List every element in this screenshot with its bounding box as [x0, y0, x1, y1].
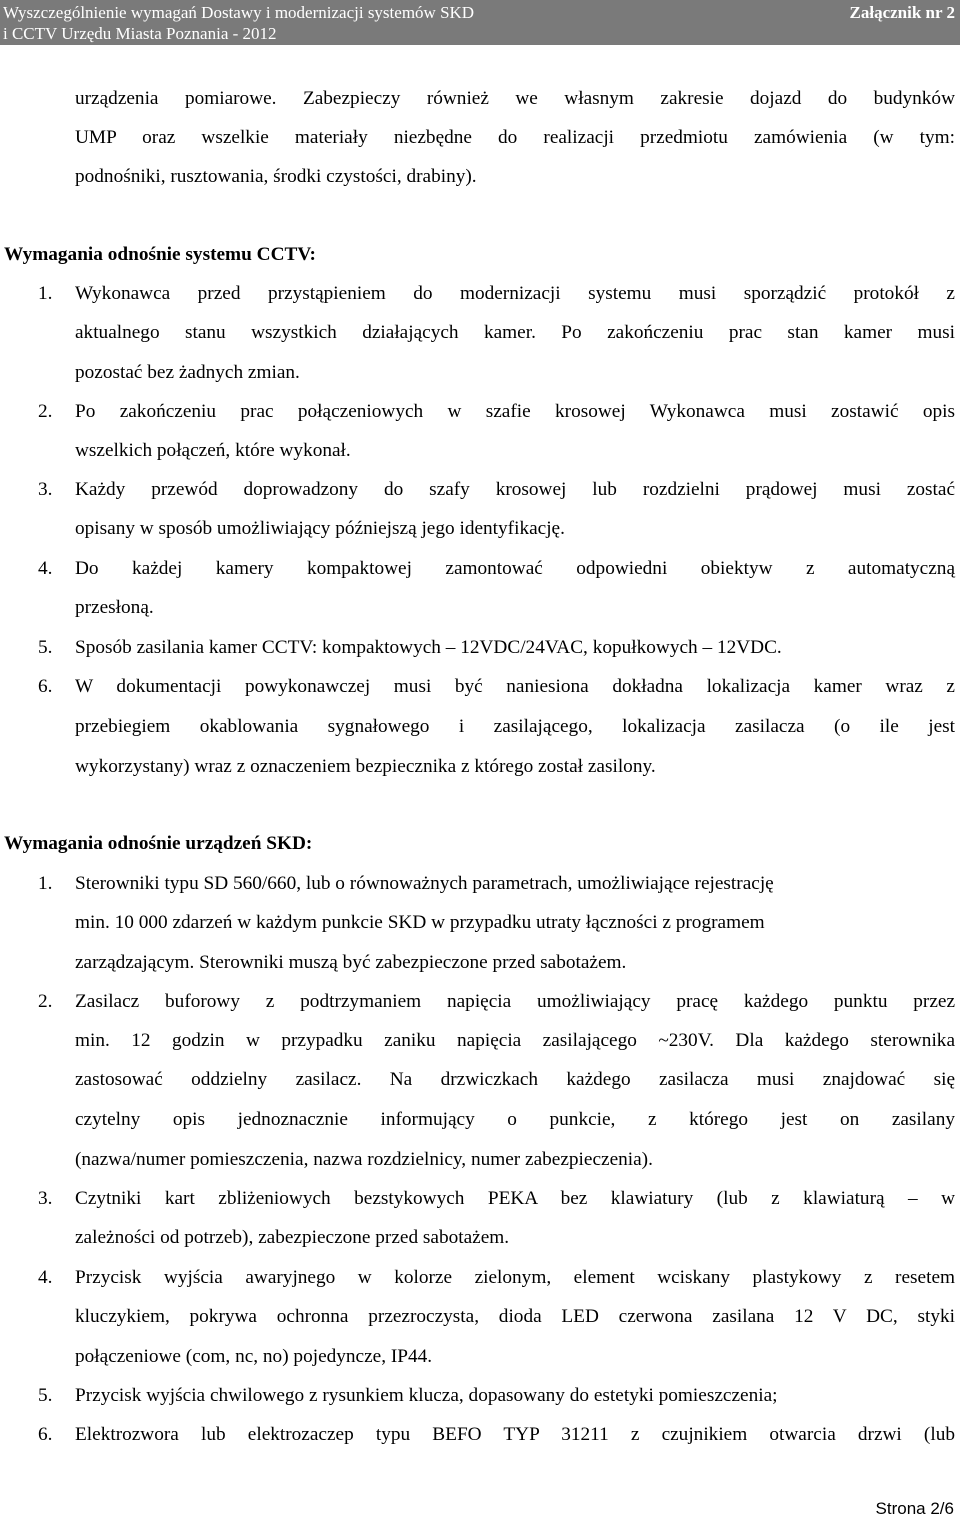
list-item-line: zastosować oddzielny zasilacz. Na drzwiczkach każdego zasilacza musi znajdować się: [75, 1069, 955, 1090]
list-number: 5.: [38, 637, 53, 658]
page-number: Strona 2/6: [875, 1499, 954, 1518]
list-item-line: Wykonawca przed przystąpieniem do modernizacji systemu musi sporządzić protokół z: [75, 283, 955, 304]
list-item-line: Do każdej kamery kompaktowej zamontować odpowiedni obiektyw z automatyczną: [75, 558, 955, 579]
list-item-line: Elektrozwora lub elektrozaczep typu BEFO TYP 31211 z czujnikiem otwarcia drzwi (lub: [75, 1424, 955, 1445]
list-item-line: wykorzystany) wraz z oznaczeniem bezpiecznika z którego został zasilony.: [75, 756, 656, 777]
list-number: 5.: [38, 1385, 53, 1406]
document-header: [0, 0, 960, 45]
list-item-line: Każdy przewód doprowadzony do szafy krosowej lub rozdzielni prądowej musi zostać: [75, 479, 955, 500]
header-title-line2: i CCTV Urzędu Miasta Poznania - 2012: [3, 24, 277, 43]
list-number: 2.: [38, 401, 53, 422]
list-number: 3.: [38, 479, 53, 500]
list-item-line: Po zakończeniu prac połączeniowych w szafie krosowej Wykonawca musi zostawić opis: [75, 401, 955, 422]
list-number: 6.: [38, 676, 53, 697]
list-item-line: Sposób zasilania kamer CCTV: kompaktowych – 12VDC/24VAC, kopułkowych – 12VDC.: [75, 637, 782, 658]
list-item-line: połączeniowe (com, nc, no) pojedyncze, IP44.: [75, 1346, 433, 1367]
list-item-line: Sterowniki typu SD 560/660, lub o równoważnych parametrach, umożliwiające rejestrację: [75, 873, 774, 894]
list-number: 1.: [38, 873, 53, 894]
header-title: [3, 2, 474, 44]
list-number: 4.: [38, 558, 53, 579]
intro-line: urządzenia pomiarowe. Zabezpieczy również we własnym zakresie dojazd do budynków: [75, 88, 955, 109]
list-item-line: W dokumentacji powykonawczej musi być naniesiona dokładna lokalizacja kamer wraz z: [75, 676, 955, 697]
list-number: 3.: [38, 1188, 53, 1209]
list-item-line: Czytniki kart zbliżeniowych bezstykowych PEKA bez klawiatury (lub z klawiaturą – w: [75, 1188, 955, 1209]
list-item-line: zależności od potrzeb), zabezpieczone przed sabotażem.: [75, 1227, 510, 1248]
list-item-line: aktualnego stanu wszystkich działających kamer. Po zakończeniu prac stan kamer musi: [75, 322, 955, 343]
list-item-line: kluczykiem, pokrywa ochronna przezroczysta, dioda LED czerwona zasilana 12 V DC, styki: [75, 1306, 955, 1327]
annex-label: Załącznik nr 2: [849, 3, 955, 22]
list-item-line: zarządzającym. Sterowniki muszą być zabezpieczone przed sabotażem.: [75, 952, 627, 973]
list-number: 6.: [38, 1424, 53, 1445]
list-item-line: opisany w sposób umożliwiający późniejszą jego identyfikację.: [75, 518, 565, 539]
list-item-line: przebiegiem okablowania sygnałowego i zasilającego, lokalizacja zasilacza (o ile jest: [75, 716, 955, 737]
list-number: 1.: [38, 283, 53, 304]
list-item-line: Zasilacz buforowy z podtrzymaniem napięcia umożliwiający pracę każdego punktu przez: [75, 991, 955, 1012]
list-item-line: (nazwa/numer pomieszczenia, nazwa rozdzielnicy, numer zabezpieczenia).: [75, 1149, 653, 1170]
intro-line: podnośniki, rusztowania, środki czystości, drabiny).: [75, 166, 477, 187]
intro-line: UMP oraz wszelkie materiały niezbędne do realizacji przedmiotu zamówienia (w tym:: [75, 127, 955, 148]
list-item-line: Przycisk wyjścia awaryjnego w kolorze zielonym, element wciskany plastykowy z resetem: [75, 1267, 955, 1288]
list-item-line: czytelny opis jednoznacznie informujący o punkcie, z którego jest on zasilany: [75, 1109, 955, 1130]
list-item-line: pozostać bez żadnych zmian.: [75, 362, 300, 383]
list-item-line: Przycisk wyjścia chwilowego z rysunkiem klucza, dopasowany do estetyki pomieszczenia;: [75, 1385, 778, 1406]
list-item-line: min. 12 godzin w przypadku zaniku napięcia zasilającego ~230V. Dla każdego sterownika: [75, 1030, 955, 1051]
list-item-line: min. 10 000 zdarzeń w każdym punkcie SKD w przypadku utraty łączności z programem: [75, 912, 765, 933]
list-number: 4.: [38, 1267, 53, 1288]
section-heading-cctv: Wymagania odnośnie systemu CCTV:: [4, 244, 316, 265]
section-heading-skd: Wymagania odnośnie urządzeń SKD:: [4, 833, 313, 854]
header-title-line1: Wyszczególnienie wymagań Dostawy i modernizacji systemów SKD: [3, 3, 475, 22]
list-number: 2.: [38, 991, 53, 1012]
list-item-line: przesłoną.: [75, 597, 154, 618]
list-item-line: wszelkich połączeń, które wykonał.: [75, 440, 351, 461]
